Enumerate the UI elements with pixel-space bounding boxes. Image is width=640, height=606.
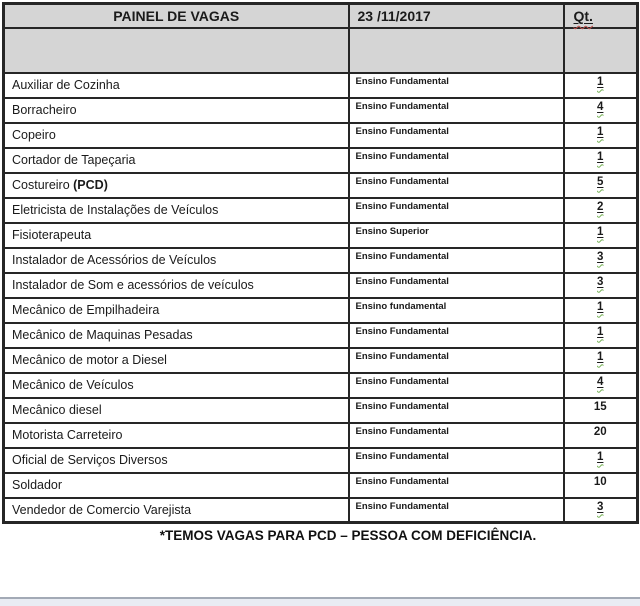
table-title: PAINEL DE VAGAS xyxy=(4,4,349,28)
qty-cell xyxy=(564,348,638,373)
job-title: Instalador de Acessórios de Veículos xyxy=(4,248,349,273)
qty-value: 3 xyxy=(597,500,604,513)
qty-value: 15 xyxy=(593,400,607,413)
job-title: Mecânico de Empilhadeira xyxy=(4,298,349,323)
vaga-row xyxy=(4,273,638,298)
qty-cell xyxy=(564,148,638,173)
qty-value: 10 xyxy=(593,475,607,488)
qty-header-label: Qt. xyxy=(573,7,593,24)
vaga-row xyxy=(4,298,638,323)
education-level: Ensino Fundamental xyxy=(349,148,564,173)
job-title: Costureiro (PCD) xyxy=(4,173,349,198)
education-level: Ensino Fundamental xyxy=(349,173,564,198)
qty-cell xyxy=(564,173,638,198)
vaga-row xyxy=(4,73,638,98)
education-level: Ensino Fundamental xyxy=(349,448,564,473)
job-title: Mecânico de Maquinas Pesadas xyxy=(4,323,349,348)
vaga-row xyxy=(4,348,638,373)
job-title: Auxiliar de Cozinha xyxy=(4,73,349,98)
vaga-row xyxy=(4,173,638,198)
qty-value: 1 xyxy=(597,150,604,163)
qty-value: 1 xyxy=(597,75,604,88)
vaga-row xyxy=(4,323,638,348)
qty-header-underline xyxy=(574,8,593,24)
job-title: Mecânico diesel xyxy=(4,398,349,423)
spacer-cell xyxy=(349,28,564,73)
education-level: Ensino Fundamental xyxy=(349,123,564,148)
vaga-row xyxy=(4,448,638,473)
vaga-row xyxy=(4,248,638,273)
qty-value: 20 xyxy=(593,425,607,438)
job-title: Borracheiro xyxy=(4,98,349,123)
qty-column-header xyxy=(564,4,638,28)
vagas-table xyxy=(2,2,639,524)
education-level: Ensino Fundamental xyxy=(349,498,564,523)
education-level: Ensino Fundamental xyxy=(349,348,564,373)
education-level: Ensino Fundamental xyxy=(349,248,564,273)
education-level: Ensino Fundamental xyxy=(349,98,564,123)
job-title: Vendedor de Comercio Varejista xyxy=(4,498,349,523)
qty-cell xyxy=(564,373,638,398)
job-title: Cortador de Tapeçaria xyxy=(4,148,349,173)
job-title: Oficial de Serviços Diversos xyxy=(4,448,349,473)
pcd-note: *TEMOS VAGAS PARA PCD – PESSOA COM DEFICIÊNCIA. xyxy=(159,528,537,543)
education-level: Ensino Fundamental xyxy=(349,323,564,348)
qty-cell xyxy=(564,473,638,498)
qty-cell xyxy=(564,298,638,323)
job-title: Fisioterapeuta xyxy=(4,223,349,248)
table-date: 23 /11/2017 xyxy=(349,4,564,28)
spacer-cell xyxy=(564,28,638,73)
vagas-table-body xyxy=(4,73,638,523)
vaga-row xyxy=(4,98,638,123)
qty-value: 1 xyxy=(597,450,604,463)
qty-value: 1 xyxy=(597,325,604,338)
qty-cell xyxy=(564,448,638,473)
qty-cell xyxy=(564,198,638,223)
vaga-row xyxy=(4,198,638,223)
job-title: Mecânico de Veículos xyxy=(4,373,349,398)
education-level: Ensino Fundamental xyxy=(349,273,564,298)
job-title: Soldador xyxy=(4,473,349,498)
vaga-row xyxy=(4,123,638,148)
qty-cell xyxy=(564,98,638,123)
qty-cell xyxy=(564,223,638,248)
qty-cell xyxy=(564,248,638,273)
education-level: Ensino Fundamental xyxy=(349,473,564,498)
qty-value: 2 xyxy=(597,200,604,213)
job-title: Instalador de Som e acessórios de veículos xyxy=(4,273,349,298)
qty-cell xyxy=(564,423,638,448)
job-title: Copeiro xyxy=(4,123,349,148)
education-level: Ensino fundamental xyxy=(349,298,564,323)
vaga-row xyxy=(4,473,638,498)
qty-value: 1 xyxy=(597,300,604,313)
qty-cell xyxy=(564,273,638,298)
qty-cell xyxy=(564,398,638,423)
vaga-row xyxy=(4,373,638,398)
qty-value: 5 xyxy=(597,175,604,188)
qty-value: 3 xyxy=(597,250,604,263)
job-title: Eletricista de Instalações de Veículos xyxy=(4,198,349,223)
education-level: Ensino Fundamental xyxy=(349,73,564,98)
education-level: Ensino Superior xyxy=(349,223,564,248)
education-level: Ensino Fundamental xyxy=(349,373,564,398)
page-bottom-strip xyxy=(0,597,640,606)
qty-value: 1 xyxy=(597,225,604,238)
vaga-row xyxy=(4,148,638,173)
empty-spacer-row xyxy=(4,28,638,73)
education-level: Ensino Fundamental xyxy=(349,398,564,423)
vaga-row xyxy=(4,223,638,248)
vaga-row xyxy=(4,398,638,423)
vaga-row xyxy=(4,423,638,448)
qty-value: 1 xyxy=(597,350,604,363)
qty-value: 1 xyxy=(597,125,604,138)
education-level: Ensino Fundamental xyxy=(349,423,564,448)
qty-cell xyxy=(564,498,638,523)
qty-value: 4 xyxy=(597,100,604,113)
education-level: Ensino Fundamental xyxy=(349,198,564,223)
qty-value: 4 xyxy=(597,375,604,388)
vaga-row xyxy=(4,498,638,523)
job-title: Motorista Carreteiro xyxy=(4,423,349,448)
qty-cell xyxy=(564,323,638,348)
table-header-row xyxy=(4,4,638,28)
qty-cell xyxy=(564,123,638,148)
spacer-cell xyxy=(4,28,349,73)
job-title: Mecânico de motor a Diesel xyxy=(4,348,349,373)
qty-cell xyxy=(564,73,638,98)
qty-value: 3 xyxy=(597,275,604,288)
